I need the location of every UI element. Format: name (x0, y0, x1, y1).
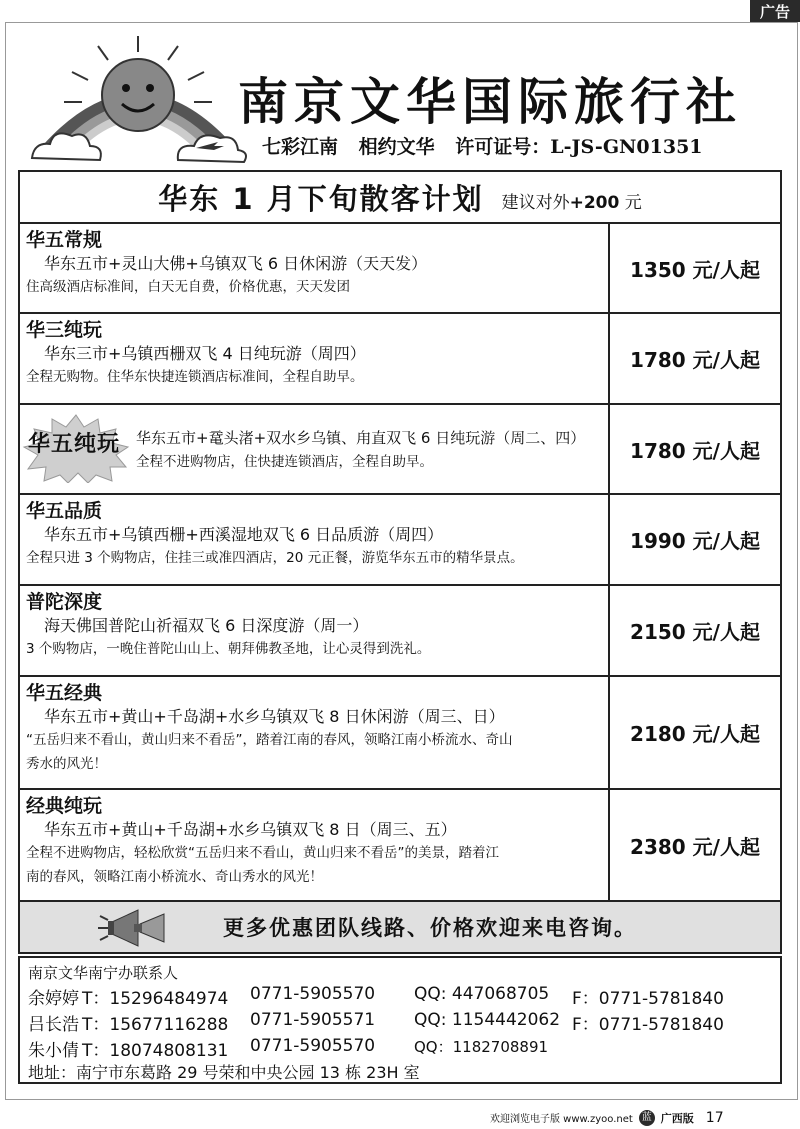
contact-box (18, 956, 782, 1084)
tour-detail: 3 个购物店，一晚住普陀山山上、朝拜佛教圣地，让心灵得到洗礼。 (26, 641, 431, 657)
tour-route: 海天佛国普陀山祈福双飞 6 日深度游（周一） (44, 616, 369, 635)
tour-name: 华五纯玩 (28, 431, 121, 457)
contact-qq: QQ：1182708891 (414, 1038, 549, 1056)
tour-name: 华五经典 (26, 682, 103, 704)
edition-badge-icon: 蓝 (639, 1110, 655, 1126)
megaphone-icon (94, 906, 174, 950)
tour-row (20, 586, 780, 677)
company-name: 南京文华国际旅行社 (238, 73, 742, 131)
tour-price: 1780 元/人起 (630, 348, 760, 372)
plan-title-bar (20, 172, 780, 224)
footer-edition: 广西版 (660, 1111, 694, 1125)
page-footer (490, 1106, 800, 1129)
contact-mobile: T：15677116288 (82, 1015, 229, 1035)
contact-name: 朱小倩 (28, 1041, 79, 1061)
tour-plan-table (18, 170, 782, 954)
contact-tel: 0771-5905570 (250, 984, 376, 1004)
tour-detail: 住高级酒店标准间，白天无自费，价格优惠，天天发团 (26, 279, 350, 295)
tour-row (20, 314, 780, 405)
page-number: 17 (705, 1109, 724, 1126)
promo-text: 更多优惠团队线路、价格欢迎来电咨询。 (223, 916, 637, 940)
tour-detail: 全程只进 3 个购物店，住挂三或准四酒店，20 元正餐，游览华东五市的精华景点。 (26, 550, 524, 566)
contact-tel: 0771-5905571 (250, 1010, 376, 1030)
contact-name: 余婷婷 (28, 989, 79, 1009)
tour-price: 1350 元/人起 (630, 257, 760, 282)
tour-route: 华东三市+乌镇西栅双飞 4 日纯玩游（周四） (44, 344, 366, 363)
sun-rainbow-logo-icon (28, 30, 248, 165)
tour-route: 华东五市+鼋头渚+双水乡乌镇、甪直双飞 6 日纯玩游（周二、四） (136, 429, 586, 447)
contact-mobile: T：18074808131 (82, 1041, 229, 1061)
contact-qq: QQ: 447068705 (414, 984, 550, 1004)
tour-route: 华东五市+乌镇西栅+西溪湿地双飞 6 日品质游（周四） (44, 525, 444, 544)
tour-price: 2180 元/人起 (630, 722, 760, 746)
tour-row (20, 405, 780, 495)
contact-mobile: T：15296484974 (82, 989, 229, 1009)
tour-name: 华五品质 (26, 500, 103, 522)
office-contact-title: 南京文华南宁办联系人 (28, 964, 179, 982)
contact-fax: F：0771-5781840 (572, 989, 724, 1009)
tour-detail: 秀水的风光！ (26, 756, 107, 772)
license-number: 许可证号：L-JS-GN01351 (455, 136, 703, 158)
contact-row (28, 1010, 772, 1036)
tour-row (20, 790, 780, 902)
tour-route: 华东五市+黄山+千岛湖+水乡乌镇双飞 8 日（周三、五） (44, 820, 457, 839)
contact-fax: F：0771-5781840 (572, 1015, 724, 1035)
tour-name: 华五常规 (26, 229, 103, 251)
tour-name: 经典纯玩 (26, 795, 103, 817)
ad-tag: 广告 (750, 0, 800, 22)
tour-name: 华三纯玩 (26, 319, 103, 341)
tour-route: 华东五市+灵山大佛+乌镇双飞 6 日休闲游（天天发） (44, 254, 428, 273)
tour-detail: 全程不进购物店，住快捷连锁酒店，全程自助早。 (136, 454, 433, 470)
slogan-line (262, 132, 717, 159)
slogan-1: 七彩江南 (262, 136, 339, 158)
tour-row (20, 677, 780, 790)
tour-row (20, 224, 780, 314)
tour-row (20, 495, 780, 586)
plan-title: 华东 1 月下旬散客计划 (158, 181, 484, 216)
slogan-2: 相约文华 (358, 136, 435, 158)
contact-name: 吕长浩 (28, 1015, 79, 1035)
tour-detail: 全程无购物。住华东快捷连锁酒店标准间，全程自助早。 (26, 369, 364, 385)
tour-route: 华东五市+黄山+千岛湖+水乡乌镇双飞 8 日休闲游（周三、日） (44, 707, 505, 726)
contact-tel: 0771-5905570 (250, 1036, 376, 1056)
contact-row (28, 984, 772, 1010)
tour-price: 2150 元/人起 (630, 620, 760, 644)
tour-detail: “五岳归来不看山，黄山归来不看岳”，踏着江南的春风，领略江南小桥流水、奇山 (26, 732, 513, 748)
footer-visit-text: 欢迎浏览电子版 www.zyoo.net (490, 1114, 633, 1125)
office-address: 地址：南宁市东葛路 29 号荣和中央公园 13 栋 23H 室 (28, 1063, 420, 1082)
plan-note: 建议对外+200 元 (501, 192, 642, 213)
tour-price: 2380 元/人起 (630, 834, 760, 859)
tour-price: 1780 元/人起 (630, 438, 760, 463)
contact-row (28, 1036, 772, 1062)
tour-name: 普陀深度 (26, 591, 103, 613)
promo-banner (20, 902, 780, 952)
tour-price: 1990 元/人起 (630, 529, 760, 553)
contact-qq: QQ: 1154442062 (414, 1010, 561, 1030)
tour-detail: 全程不进购物店，轻松欣赏“五岳归来不看山，黄山归来不看岳”的美景，踏着江 (26, 845, 499, 861)
tour-detail: 南的春风，领略江南小桥流水、奇山秀水的风光！ (26, 869, 323, 885)
